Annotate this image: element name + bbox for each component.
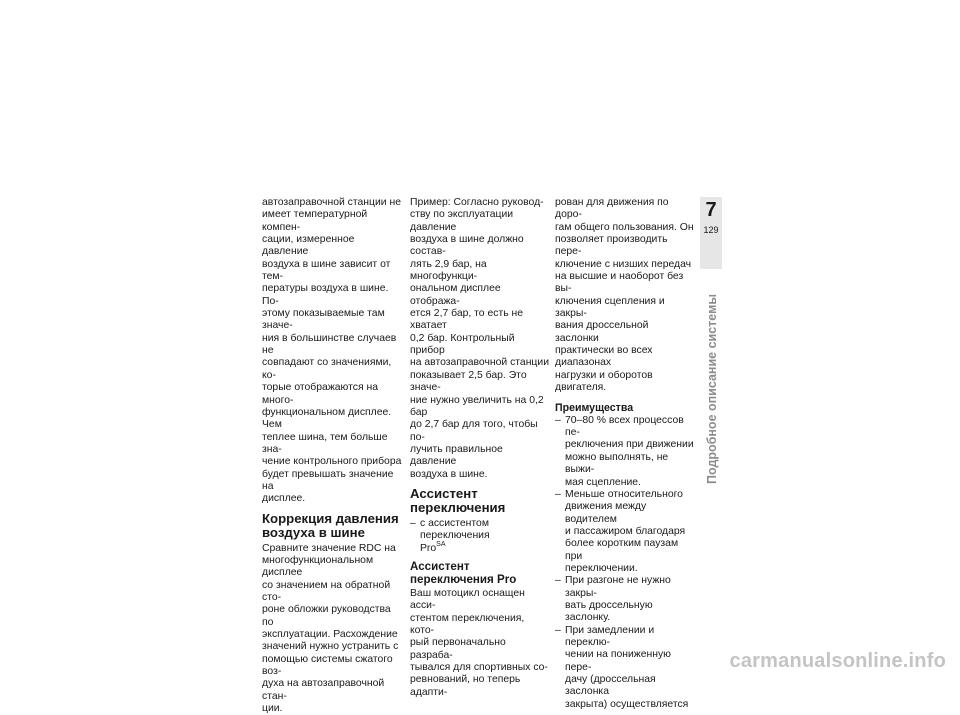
list-item: – Меньше относительного движения между водителем и пассажиром благодаря более коротким паузам при переключении.: [555, 488, 686, 574]
chapter-number: 7: [705, 199, 717, 221]
text-column-1: [262, 197, 402, 715]
list-item: – При замедлении и переклю- чении на пониженную пере- дачу (дроссельная заслонка закрыта) осуществляется: [555, 624, 689, 710]
advantages-heading: Преимущества: [555, 401, 634, 414]
paragraph: автозаправочной станции не имеет температурной компен- сации, измеренное давление воздуха в шине зависит от тем- пературы воздуха в шине. По- этому показываемые там значе- ния в большинстве случаев не совпадают со значениями, ко- торые отображаются на много- функциональном дисплее. Чем теплее шина, тем больше зна- чение контрольного прибора будет превышать значение на дисплее.: [262, 197, 402, 505]
paragraph: Сравните значение RDC на многофункциональном дисплее со значением на обратной сто- роне обложки руководства по эксплуатации. Расхождение значений нужно устранить с помощью системы сжатого воз- духа на автозаправочной стан- ции.: [262, 542, 399, 715]
advantages-list: [555, 415, 695, 711]
equipment-list: [410, 518, 550, 555]
list-item: – 70–80 % всех процессов пе- реключения при движении можно выполнять, не выжи- мая сцепление.: [555, 414, 694, 488]
paragraph: Ваш мотоцикл оснащен асси- стентом переключения, кото- рый первоначально разраба- тывался для спортивных со- ревнований, но теперь адапти-: [410, 587, 548, 698]
list-item: – При разгоне не нужно закры- вать дроссельную заслонку.: [555, 575, 671, 624]
text-column-2: [410, 197, 550, 699]
watermark: carmanualsonline.info: [729, 650, 946, 672]
side-section-title: Подробное описание системы: [705, 294, 719, 484]
chapter-tab: [700, 197, 722, 269]
paragraph: рован для движения по доро- гам общего пользования. Он позволяет производить пере- ключение с низших передач на высшие и наоборот без вы- ключения сцепления и закры- вания дроссельной заслонки практически во всех диапазонах нагрузки и оборотов двигателя.: [555, 197, 694, 394]
section-heading: Ассистент переключения: [410, 485, 506, 516]
section-heading: Коррекция давления воздуха в шине: [262, 510, 399, 541]
paragraph: Пример: Согласно руковод- ству по эксплуатации давление воздуха в шине должно состав- лять 2,9 бар, на многофункци- ональном дисплее отобража- ется 2,7 бар, то есть не хватает 0,2 бар. Контрольный прибор на автозаправочной станции показывает 2,5 бар. Это значе- ние нужно увеличить на 0,2 бар до 2,7 бар для того, чтобы по- лучить правильное давление воздуха в шине.: [410, 197, 549, 480]
text-column-3: [555, 197, 695, 711]
subsection-heading: Ассистент переключения Pro: [410, 559, 517, 586]
list-item: – с ассистентом переключения Pro$^{SA}$: [410, 517, 490, 554]
page-number: 129: [703, 225, 719, 235]
